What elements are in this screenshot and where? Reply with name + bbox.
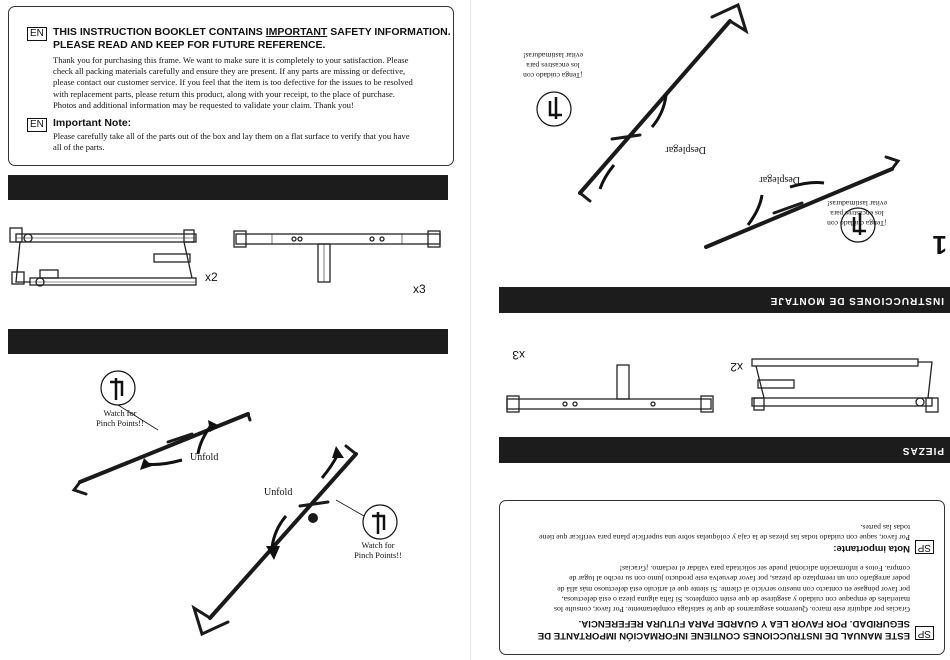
page-gutter [470,0,471,660]
es-unfold-label-upper: Desplegar [759,174,800,185]
es-safety-notice [499,500,945,655]
es-note-title: Nota importante: [833,543,910,554]
en-qty-side-rail: x2 [205,270,218,284]
en-assembly-bar [8,329,448,354]
es-center-rail-part [505,360,715,415]
en-safety-notice [8,6,454,166]
es-language-badge: SP [915,626,934,640]
es-qty-center-rail: x3 [512,348,525,362]
en-heading-line2: PLEASE READ AND KEEP FOR FUTURE REFERENCE. [53,39,326,51]
es-heading-line2: SEGURIDAD. POR FAVOR LEA Y GUARDE PARA FUTURA REFERENCIA. [578,618,910,629]
en-note-paragraph: Please carefully take all of the parts out of the box and lay them on a flat surface to verify that you have all of the parts. [53,131,410,153]
en-qty-center-rail: x3 [413,282,426,296]
es-note-paragraph: Por favor, saque con cuidado todas las piezas de la caja y colóquelas sobre una superficie plana para verificar que tiene todas las partes. [539,522,910,542]
en-pinch-warning-upper: Watch for Pinch Points!! [96,409,144,428]
en-parts-bar [8,175,448,200]
es-unfold-label-lower: Desplegar [665,144,706,155]
es-assembly-bar: INSTRUCCIONES DE MONTAJE [499,287,950,313]
en-note-title: Important Note: [53,117,132,129]
en-language-badge: EN [27,27,47,41]
en-pinch-warning-lower: Watch for Pinch Points!! [354,541,402,560]
en-language-badge-note: EN [27,118,47,132]
es-parts-bar: PIEZAS [499,437,950,463]
es-qty-side-rail: x2 [730,360,743,374]
es-page-number: 1 [932,230,947,260]
en-unfold-label-lower: Unfold [264,487,293,498]
es-page [475,0,950,660]
en-intro-paragraph: Thank you for purchasing this frame. We want to make sure it is completely to your satisfaction. Please check all packing materials carefully and ensure they are present. If any parts are missing or defective, please contact our customer service. If you feel that the item is too defective for the issues to be resolved with replacement parts, please return this product, along with your receipt, to the place of purchase. Photos and additional information may be requested to validate your claim. Thank you! [53,55,413,110]
es-heading-line1: ESTE MANUAL DE INSTRUCCIONES CONTIENE INFORMACIÓN IMPORTANTE DE [537,630,910,641]
en-heading-line1: THIS INSTRUCTION BOOKLET CONTAINS IMPORTANT SAFETY INFORMATION. [53,26,451,38]
en-side-rail-part [6,220,206,295]
en-center-rail-part [232,228,442,288]
es-intro-paragraph: Gracias por adquirir este marco. Queremos asegurarnos de que le satisfaga completamente. Por favor, consulte los materiales de empaque con cuidado y asegúrese de que estén completos. Si falta alguna pieza o está defectuosa, por favor póngase en contacto con nuestro servicio al cliente. Si siente que el artículo está defectuoso más allá de poder arreglarlo con un reemplazo de piezas, por favor devuelva este producto junto con su recibo al lugar de compra. Fotos e información adicional puede ser solicitada para validar el reclamo. ¡Gracias! [553,564,910,614]
es-pinch-warning-upper: ¡Tenga cuidado con los encastres para evitar lastimaduras! [826,199,888,228]
en-unfold-label-upper: Unfold [190,452,219,463]
es-language-badge-note: SP [915,540,934,554]
es-pinch-warning-lower: ¡Tenga cuidado con los encastres para evitar lastimaduras! [522,51,584,80]
es-side-rail-part [742,350,942,420]
